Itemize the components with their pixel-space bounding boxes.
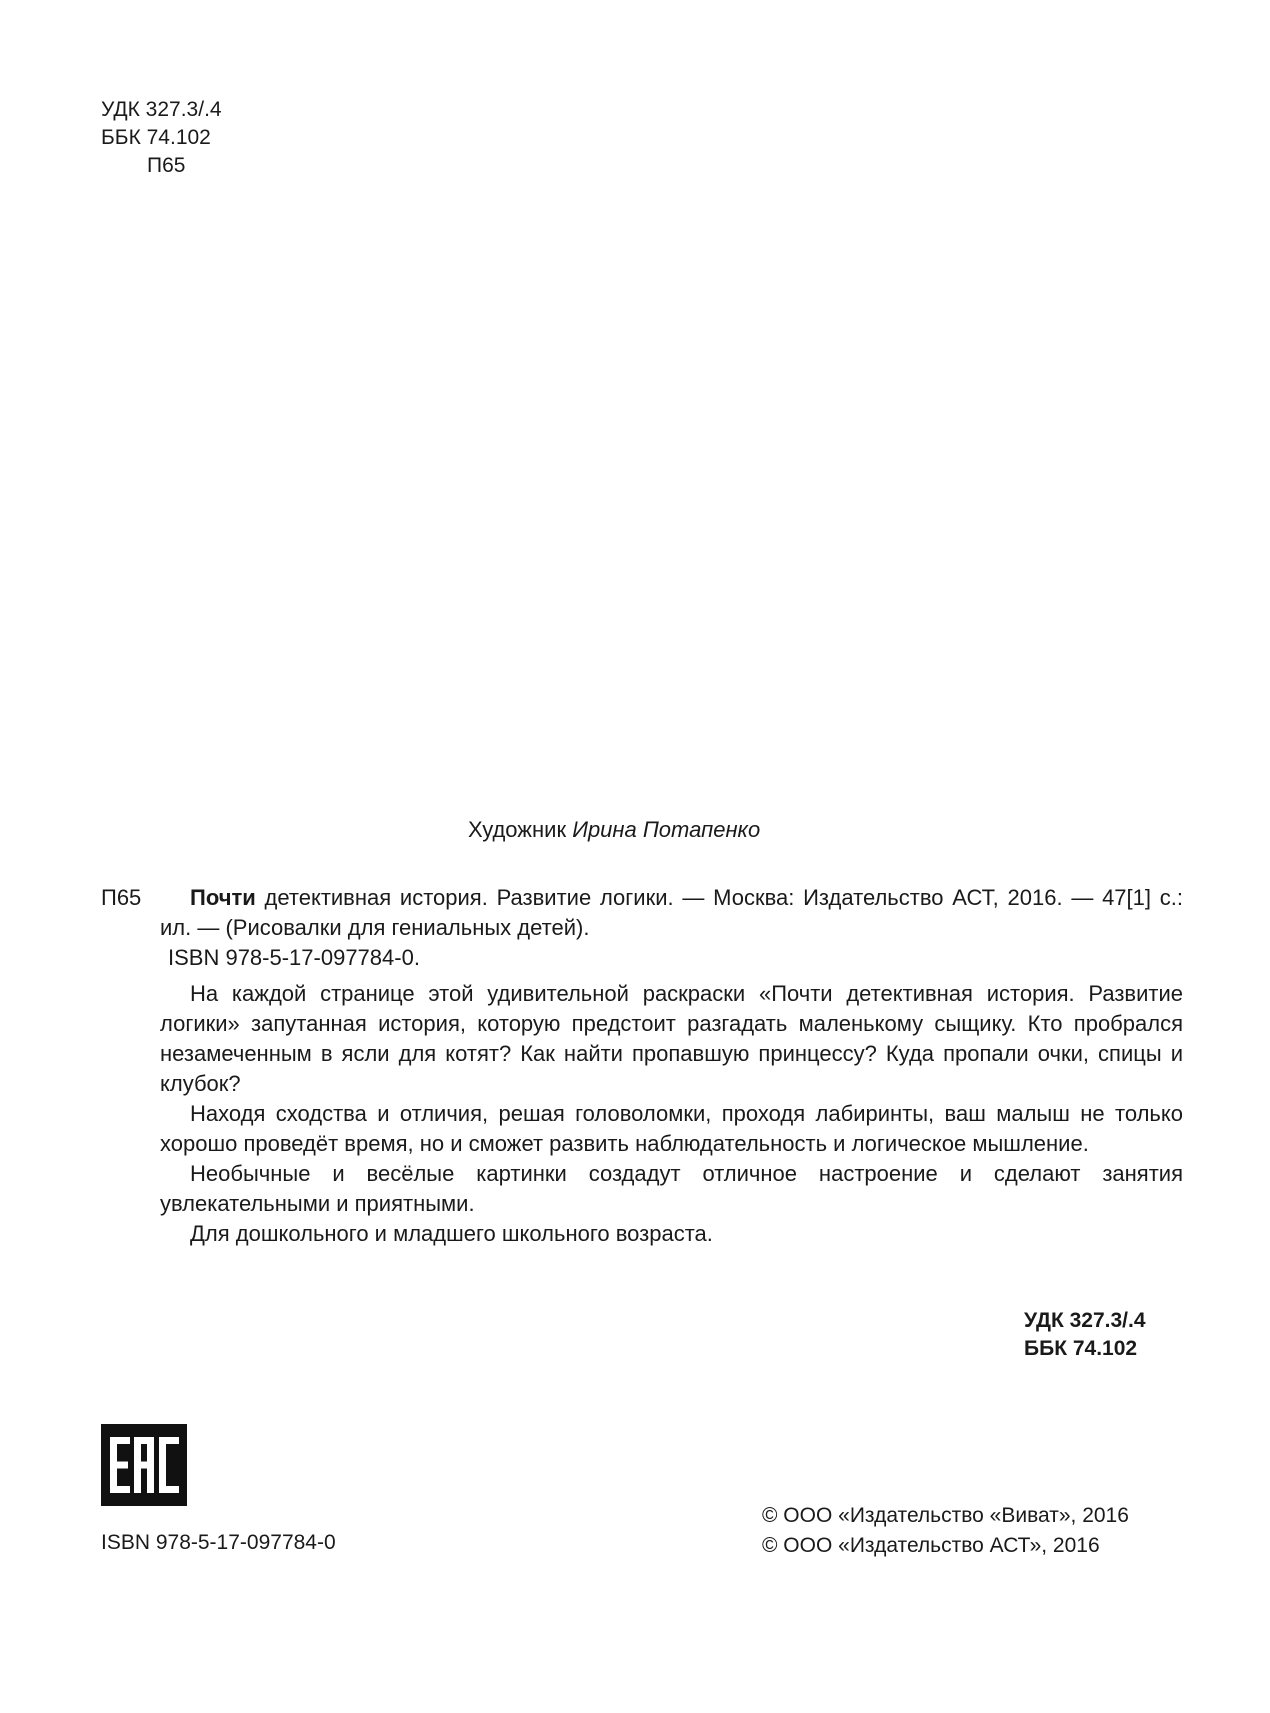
annotation-paragraph: На каждой странице этой удивительной раскраски «Почти детективная история. Развитие логики» запутанная история, которую предстоит разгадать маленькому сыщику. Кто пробрался незамеченным в ясли для котят? Как найти пропавшую принцессу? Куда пропали очки, спицы и клубок? bbox=[160, 981, 1183, 1096]
copyright-line: © ООО «Издательство АСТ», 2016 bbox=[762, 1534, 1100, 1557]
illustrator-role: Художник bbox=[468, 817, 567, 842]
bottom-classification-codes bbox=[1024, 1307, 1146, 1363]
illustrator-credit bbox=[468, 815, 760, 845]
eac-logo-icon bbox=[101, 1424, 187, 1506]
author-mark: П65 bbox=[147, 154, 186, 177]
record-isbn: ISBN 978-5-17-097784-0. bbox=[168, 945, 420, 970]
copyright-block bbox=[762, 1501, 1129, 1561]
record-description bbox=[160, 883, 1183, 943]
record-title-rest: детективная история. Развитие логики. — Москва: Издательство АСТ, 2016. — 47[1] с.: ил. — (Рисовалки для гениальных детей). bbox=[160, 885, 1183, 940]
udk-code: УДК 327.3/.4 bbox=[101, 98, 222, 121]
copyright-line: © ООО «Издательство «Виват», 2016 bbox=[762, 1504, 1129, 1527]
bibliographic-record bbox=[160, 883, 1183, 1249]
bbk-code: ББК 74.102 bbox=[101, 126, 211, 149]
annotation-paragraph: Необычные и весёлые картинки создадут отличное настроение и сделают занятия увлекательными и приятными. bbox=[160, 1161, 1183, 1216]
isbn-bottom: ISBN 978-5-17-097784-0 bbox=[101, 1531, 336, 1554]
annotation-paragraph: Находя сходства и отличия, решая головоломки, проходя лабиринты, ваш малыш не только хорошо проведёт время, но и сможет развить наблюдательность и логическое мышление. bbox=[160, 1101, 1183, 1156]
record-title-bold: Почти bbox=[190, 885, 256, 910]
top-classification-codes bbox=[101, 96, 222, 180]
annotation-paragraph: Для дошкольного и младшего школьного возраста. bbox=[190, 1221, 713, 1246]
udk-code-bold: УДК 327.3/.4 bbox=[1024, 1309, 1146, 1332]
eac-conformity-mark-icon bbox=[101, 1424, 187, 1506]
illustrator-name: Ирина Потапенко bbox=[572, 817, 761, 842]
record-author-mark: П65 bbox=[101, 885, 142, 910]
bbk-code-bold: ББК 74.102 bbox=[1024, 1337, 1138, 1360]
